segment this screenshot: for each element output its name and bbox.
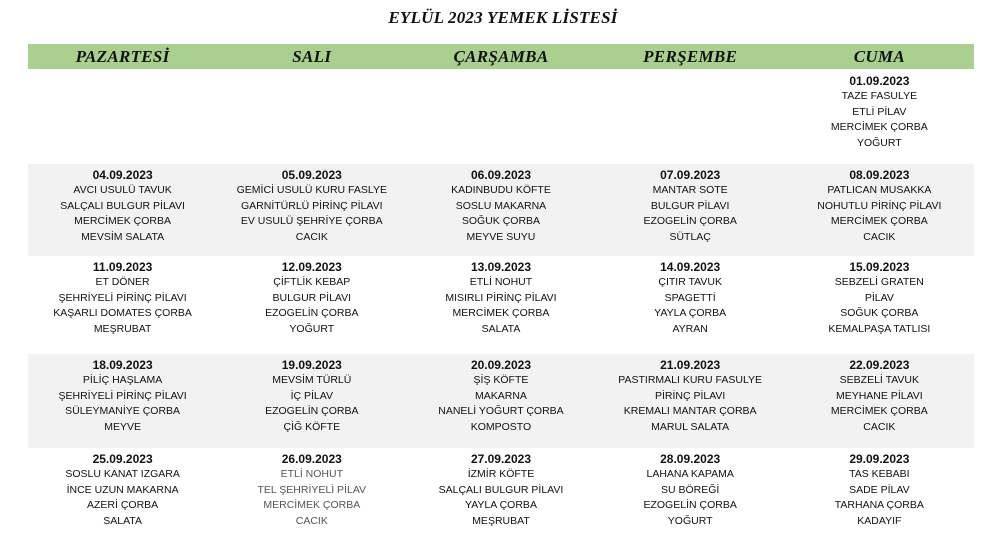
menu-date: 19.09.2023 [281,358,342,372]
menu-item: CACIK [295,230,328,243]
menu-item: MEVSİM TÜRLÜ [272,374,352,386]
menu-item: ÇİFTLİK KEBAP [273,276,351,288]
day-cell [785,256,974,354]
menu-item: KADINBUDU KÖFTE [451,184,551,196]
menu-item: SADE PİLAV [849,483,910,496]
day-cell [217,70,406,164]
menu-item: İZMİR KÖFTE [467,468,535,480]
menu-item: KEMALPAŞA TATLISI [828,322,931,335]
day-cell [28,354,217,448]
menu-item: CACIK [295,514,328,527]
menu-item: MISIRLI PİRİNÇ PİLAVI [445,291,557,304]
menu-item: TAS KEBABI [849,468,910,480]
day-cell [596,448,785,542]
menu-item: TAZE FASULYE [841,90,918,102]
menu-item: İNCE UZUN MAKARNA [66,483,179,496]
day-cell [596,354,785,448]
header-tuesday: SALI [292,47,332,66]
menu-date: 15.09.2023 [849,260,910,274]
day-cell [596,70,785,164]
header-wednesday: ÇARŞAMBA [453,47,549,66]
day-cell [28,448,217,542]
menu-item: SOSLU MAKARNA [455,199,547,212]
day-cell [406,256,595,354]
day-cell [217,354,406,448]
menu-item: MANTAR SOTE [652,184,728,196]
day-cell [596,256,785,354]
menu-item: SÜTLAÇ [669,230,711,243]
menu-item: ÇITIR TAVUK [658,276,722,288]
day-cell [785,164,974,256]
menu-item: AZERİ ÇORBA [87,499,159,511]
menu-item: MEYVE [104,420,141,433]
week-row-1 [28,70,974,164]
menu-item: MEŞRUBAT [93,322,152,335]
menu-item: ETLİ NOHUT [469,276,533,288]
menu-item: BULGUR PİLAVI [272,291,352,304]
menu-date: 22.09.2023 [849,358,910,372]
menu-item: SOSLU KANAT IZGARA [65,468,180,480]
day-cell [28,70,217,164]
menu-item: PİLAV [864,291,894,304]
menu-item: YAYLA ÇORBA [654,307,727,319]
menu-item: BULGUR PİLAVI [650,199,730,212]
menu-item: CACIK [863,420,896,433]
menu-item: EZOGELİN ÇORBA [643,499,737,511]
day-cell [785,70,974,164]
menu-item: PİRİNÇ PİLAVI [654,389,726,402]
day-cell [406,164,595,256]
menu-item: ŞİŞ KÖFTE [473,374,529,386]
week-row-5 [28,448,974,542]
menu-date: 01.09.2023 [849,74,910,88]
menu-date: 08.09.2023 [849,168,910,182]
menu-item: İÇ PİLAV [290,389,333,402]
menu-item: ETLİ NOHUT [280,468,343,480]
menu-item: YOĞURT [289,322,335,335]
menu-item: ŞEHRİYELİ PİRİNÇ PİLAVI [58,291,187,304]
menu-item: PATLICAN MUSAKKA [827,184,932,196]
menu-date: 13.09.2023 [470,260,531,274]
menu-item: EZOGELİN ÇORBA [643,215,737,227]
weekday-header [28,44,974,69]
menu-item: KAŞARLI DOMATES ÇORBA [53,307,192,319]
menu-item: YOĞURT [856,136,902,149]
menu-item: SALATA [103,514,142,527]
menu-date: 28.09.2023 [660,452,721,466]
menu-item: AVCI USULÜ TAVUK [73,184,172,196]
menu-item: MERCİMEK ÇORBA [830,215,928,227]
menu-date: 12.09.2023 [281,260,342,274]
menu-item: AYRAN [672,322,708,335]
day-cell [785,354,974,448]
week-row-3 [28,256,974,354]
menu-date: 25.09.2023 [92,452,153,466]
menu-date: 06.09.2023 [470,168,531,182]
day-cell [217,164,406,256]
menu-item: MAKARNA [475,389,527,402]
menu-item: SALATA [481,322,521,335]
menu-item: SPAGETTİ [664,291,716,304]
menu-date: 11.09.2023 [92,260,153,274]
menu-item: ETLİ PİLAV [852,105,907,118]
menu-item: KADAYIF [857,514,902,527]
menu-date: 18.09.2023 [92,358,153,372]
menu-date: 07.09.2023 [660,168,721,182]
menu-item: MEYHANE PİLAVI [835,389,923,402]
menu-date: 14.09.2023 [660,260,721,274]
day-cell [785,448,974,542]
day-cell [217,448,406,542]
menu-item: MERCİMEK ÇORBA [263,499,361,511]
day-cell [28,164,217,256]
menu-item: ET DÖNER [95,276,150,288]
header-thursday: PERŞEMBE [643,47,738,66]
menu-item: KREMALI MANTAR ÇORBA [623,405,757,417]
menu-item: YAYLA ÇORBA [464,499,537,511]
menu-item: SU BÖREĞİ [660,483,720,496]
menu-item: MERCİMEK ÇORBA [452,307,550,319]
menu-item: EV USULÜ ŞEHRİYE ÇORBA [240,215,383,227]
header-monday: PAZARTESİ [75,47,170,66]
menu-item: MEVSİM SALATA [81,230,165,243]
menu-item: ÇİĞ KÖFTE [283,420,341,433]
menu-item: SEBZELİ TAVUK [839,374,920,386]
menu-item: SOĞUK ÇORBA [461,215,541,227]
menu-item: MERCİMEK ÇORBA [74,215,172,227]
day-cell [406,70,595,164]
menu-item: LAHANA KAPAMA [646,468,734,480]
menu-item: CACIK [863,230,896,243]
week-row-4 [28,354,974,448]
menu-item: GEMİCİ USULÜ KURU FASLYE [236,184,387,196]
menu-item: TEL ŞEHRİYELİ PİLAV [257,483,367,496]
menu-item: SALÇALI BULGUR PİLAVI [60,199,185,212]
menu-date: 26.09.2023 [281,452,342,466]
menu-item: SALÇALI BULGUR PİLAVI [438,483,564,496]
day-cell [406,354,595,448]
menu-item: KOMPOSTO [470,420,532,433]
menu-item: YOĞURT [667,514,713,527]
menu-item: MEYVE SUYU [466,230,536,243]
menu-date: 04.09.2023 [92,168,153,182]
menu-item: SÜLEYMANİYE ÇORBA [65,405,181,417]
menu-date: 27.09.2023 [470,452,531,466]
menu-item: TARHANA ÇORBA [834,499,924,511]
menu-date: 29.09.2023 [849,452,910,466]
header-friday: CUMA [853,47,905,66]
menu-date: 21.09.2023 [660,358,721,372]
menu-item: EZOGELİN ÇORBA [265,307,359,319]
page-title: EYLÜL 2023 YEMEK LİSTESİ [388,8,618,27]
day-cell [217,256,406,354]
menu-item: MARUL SALATA [651,420,730,433]
week-row-2 [28,164,974,256]
menu-date: 05.09.2023 [281,168,342,182]
menu-item: GARNİTÜRLÜ PİRİNÇ PİLAVI [240,199,383,212]
menu-item: MERCİMEK ÇORBA [830,121,928,133]
menu-item: MEŞRUBAT [472,514,530,527]
day-cell [596,164,785,256]
menu-item: ŞEHRİYELİ PİRİNÇ PİLAVI [58,389,187,402]
menu-item: PASTIRMALI KURU FASULYE [618,374,763,386]
menu-item: PİLİÇ HAŞLAMA [82,374,163,386]
menu-item: MERCİMEK ÇORBA [830,405,928,417]
menu-date: 20.09.2023 [470,358,531,372]
menu-item: NANELİ YOĞURT ÇORBA [438,405,564,417]
menu-item: SOĞUK ÇORBA [840,307,919,319]
day-cell [28,256,217,354]
menu-item: EZOGELİN ÇORBA [265,405,359,417]
menu-item: NOHUTLU PİRİNÇ PİLAVI [817,199,942,212]
menu-item: SEBZELİ GRATEN [834,276,924,288]
day-cell [406,448,595,542]
